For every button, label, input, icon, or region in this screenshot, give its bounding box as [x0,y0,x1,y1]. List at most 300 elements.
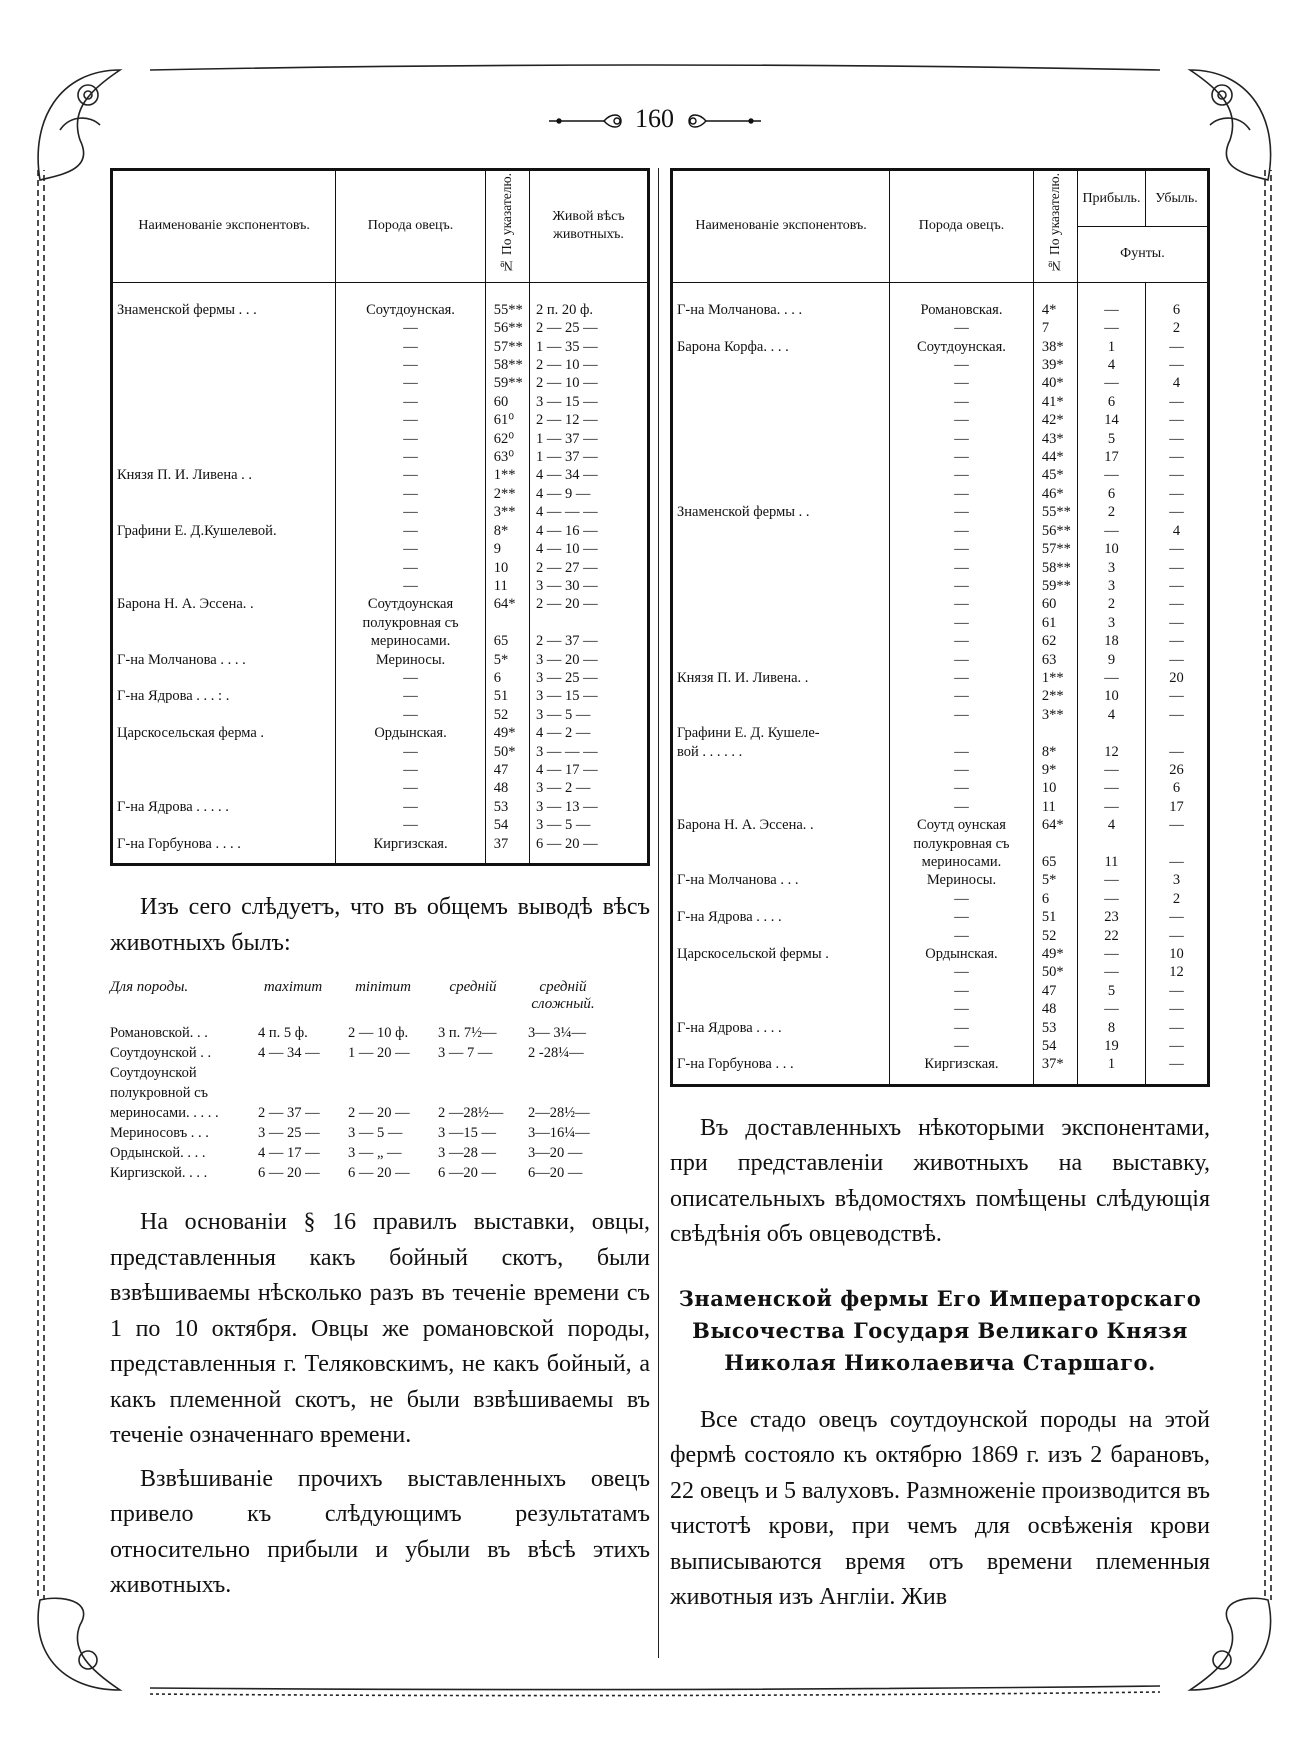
table-row [112,466,649,484]
breed: — [890,319,1034,337]
catalogue-number: 61 [1033,614,1077,632]
loss-pounds: — [1146,908,1209,926]
section-heading: Знаменской фермы Его Императорскаго Высочества Государя Великаго Князя Николая Николаевича Старшаго. [678,1285,1202,1375]
loss-pounds: 6 [1146,779,1209,797]
exhibitor-name [672,982,890,1000]
breed: — [890,595,1034,613]
loss-pounds: — [1146,559,1209,577]
exhibitor-name [112,338,336,356]
exhibitor-name [672,927,890,945]
breed: — [336,338,486,356]
right-flourish-icon [681,112,761,130]
exhibitor-name [672,687,890,705]
loss-pounds: — [1146,1000,1209,1018]
live-weight: 3 — — — [530,743,649,761]
breed: — [890,743,1034,761]
summary-header-avg: средній [449,979,497,996]
breed: — [336,411,486,429]
min-value: 2 — 20 — [348,1105,410,1122]
gain-pounds: 19 [1077,1037,1145,1055]
live-weight: 3 — 25 — [530,669,649,687]
catalogue-number: 8* [1033,743,1077,761]
breed: — [890,779,1034,797]
live-weight: 4 — 2 — [530,724,649,742]
loss-pounds: 2 [1146,890,1209,908]
catalogue-number: 44* [1033,448,1077,466]
exhibitor-name [672,559,890,577]
header-gain: Прибыль. [1077,170,1145,227]
catalogue-number: 54 [1033,1037,1077,1055]
gain-pounds: — [1077,374,1145,392]
catalogue-number: 9 [485,540,529,558]
gain-pounds: 4 [1077,706,1145,724]
header-breed: Порода овецъ. [336,170,486,283]
exhibitor-name [672,779,890,797]
breed: — [336,485,486,503]
summary-row [110,1143,650,1163]
breed: — [890,374,1034,392]
gain-pounds: 2 [1077,503,1145,521]
loss-pounds: 10 [1146,945,1209,963]
gain-pounds: 5 [1077,430,1145,448]
catalogue-number: 60 [485,393,529,411]
loss-pounds: — [1146,338,1209,356]
catalogue-number: 1** [1033,669,1077,687]
breed: — [336,356,486,374]
catalogue-number: 60 [1033,595,1077,613]
compound-avg-value: 3— 3¼— [528,1025,586,1042]
exhibitor-name: Барона Н. А. Эссена. . [112,595,336,613]
header-catalogue-number: № По указателю. [485,170,529,283]
left-column [110,168,650,1604]
catalogue-number: 11 [485,577,529,595]
gain-loss-table-body [672,282,1209,1085]
exhibitor-name [112,319,336,337]
table-row [112,411,649,429]
live-weight: 4 — — — [530,503,649,521]
live-weight: 4 — 9 — [530,485,649,503]
breed: — [890,890,1034,908]
avg-value: 3 п. 7½— [438,1025,497,1042]
exhibitor-name [672,835,890,853]
breed: — [336,448,486,466]
breed: — [336,559,486,577]
exhibitor-name: Г-на Молчанова . . . . [112,651,336,669]
avg-value: 3 —28 — [438,1145,496,1162]
breed: — [890,448,1034,466]
exhibitor-name: Барона Корфа. . . . [672,338,890,356]
breed: — [336,743,486,761]
breed: Мериносы. [336,651,486,669]
exhibitor-name [672,651,890,669]
table-row [112,761,649,779]
loss-pounds: — [1146,411,1209,429]
avg-value: 3 — 7 — [438,1045,493,1062]
gain-pounds: 1 [1077,338,1145,356]
gain-pounds: 12 [1077,743,1145,761]
table-row [672,374,1209,392]
live-weight: 1 — 37 — [530,448,649,466]
table-row [672,1037,1209,1055]
breed: мериносами. [336,632,486,650]
gain-pounds: — [1077,871,1145,889]
catalogue-number: 56** [1033,522,1077,540]
catalogue-number: 59** [485,374,529,392]
breed: — [890,1000,1034,1018]
table-row [112,595,649,613]
table-row [672,816,1209,834]
exhibitor-name [112,706,336,724]
live-weight: 3 — 20 — [530,651,649,669]
catalogue-number: 62 [1033,632,1077,650]
exhibitor-name: Г-на Ядрова . . . . [672,1019,890,1037]
exhibitor-name: Г-на Горбунова . . . [672,1055,890,1085]
summary-row [110,1023,650,1043]
exhibitor-name [112,503,336,521]
catalogue-number: 48 [1033,1000,1077,1018]
gain-pounds: 11 [1077,853,1145,871]
table-row [672,743,1209,761]
catalogue-number: 2** [485,485,529,503]
table-row [112,743,649,761]
table-row [112,540,649,558]
paragraph-weighing-rules: На основаніи § 16 правилъ выставки, овцы, представленныя какъ бойный скотъ, были взвѣшиваемы нѣсколько разъ въ теченіе времени съ 1 по 10 октября. Овцы же романовской породы, представленныя г. Теляковскимъ, не какъ бойный, а какъ племенной скотъ, не были взвѣшиваемы въ теченіе означеннаго времени. [110,1209,650,1449]
table-row [112,301,649,319]
catalogue-number: 37 [485,835,529,865]
catalogue-number: 63⁰ [485,448,529,466]
table-row [112,319,649,337]
exhibitor-name: Князя П. И. Ливена . . [112,466,336,484]
exhibitor-name [112,540,336,558]
breed: — [890,706,1034,724]
loss-pounds: — [1146,687,1209,705]
exhibitor-name: Г-на Ядрова . . . . . [112,798,336,816]
catalogue-number: 65 [485,632,529,650]
breed: Соутдоунская. [336,301,486,319]
catalogue-number: 6 [1033,890,1077,908]
table-row [112,393,649,411]
gain-loss-table [670,168,1210,1087]
table-row [672,632,1209,650]
breed-label: Соутдоунской . . [110,1045,212,1062]
catalogue-number: 4* [1033,301,1077,319]
exhibitor-name [112,577,336,595]
breed: — [890,393,1034,411]
loss-pounds: — [1146,577,1209,595]
summary-row [110,1063,650,1123]
table-row [672,319,1209,337]
exhibitor-name: Царскосельской фермы . [672,945,890,963]
column-divider [658,168,659,1658]
gain-pounds: 14 [1077,411,1145,429]
min-value: 6 — 20 — [348,1165,410,1182]
breed: Киргизская. [890,1055,1034,1085]
breed: полукровная съ [890,835,1034,853]
catalogue-number: 6 [485,669,529,687]
catalogue-number: 51 [485,687,529,705]
breed: — [890,430,1034,448]
table-row [672,301,1209,319]
table-row [672,540,1209,558]
table-row [672,595,1209,613]
live-weight: 2 п. 20 ф. [530,301,649,319]
table-row [112,669,649,687]
gain-pounds: 6 [1077,393,1145,411]
breed: мериносами. [890,853,1034,871]
header-catalogue-number: № По указателю. [1033,170,1077,283]
gain-pounds: — [1077,945,1145,963]
gain-pounds: — [1077,798,1145,816]
loss-pounds: — [1146,1019,1209,1037]
loss-pounds: — [1146,816,1209,834]
breed: — [336,540,486,558]
table-row [672,761,1209,779]
live-weight: 4 — 34 — [530,466,649,484]
catalogue-number: 62⁰ [485,430,529,448]
exhibitor-name [672,356,890,374]
breed: — [890,1037,1034,1055]
left-flourish-icon [549,112,629,130]
breed: — [336,503,486,521]
table-row [672,430,1209,448]
table-row [672,798,1209,816]
weight-table-header [112,170,649,283]
summary-table [110,1023,650,1183]
exhibitor-name [112,393,336,411]
catalogue-number: 65 [1033,853,1077,871]
breed: — [336,374,486,392]
exhibitor-name: Графини Е. Д.Кушелевой. [112,522,336,540]
catalogue-number: 5* [1033,871,1077,889]
catalogue-number: 10 [1033,779,1077,797]
summary-row [110,1043,650,1063]
catalogue-number: 2** [1033,687,1077,705]
table-row [672,577,1209,595]
breed: — [336,319,486,337]
breed-label: Киргизской. . . . [110,1165,208,1182]
exhibitor-name: Князя П. И. Ливена. . [672,669,890,687]
breed: Мериносы. [890,871,1034,889]
catalogue-number: 3** [485,503,529,521]
loss-pounds: 4 [1146,522,1209,540]
catalogue-number: 42* [1033,411,1077,429]
table-row [112,559,649,577]
live-weight: 4 — 16 — [530,522,649,540]
breed: Романовская. [890,301,1034,319]
loss-pounds: — [1146,466,1209,484]
catalogue-number: 58** [485,356,529,374]
min-value: 3 — 5 — [348,1125,403,1142]
catalogue-number: 57** [1033,540,1077,558]
catalogue-number: 5* [485,651,529,669]
compound-avg-value: 3—16¼— [528,1125,590,1142]
catalogue-number: 55** [485,301,529,319]
exhibitor-name: Г-на Молчанова . . . [672,871,890,889]
loss-pounds: — [1146,430,1209,448]
table-row [672,1000,1209,1018]
gain-pounds: 18 [1077,632,1145,650]
live-weight: 2 — 37 — [530,632,649,650]
min-value: 1 — 20 — [348,1045,410,1062]
exhibitor-name: Г-на Горбунова . . . . [112,835,336,865]
catalogue-number: 49* [485,724,529,742]
max-value: 3 — 25 — [258,1125,320,1142]
table-row [672,614,1209,632]
table-row [672,1055,1209,1085]
live-weight: 2 — 25 — [530,319,649,337]
table-row [112,687,649,705]
catalogue-number: 52 [485,706,529,724]
exhibitor-name [112,411,336,429]
catalogue-number: 1** [485,466,529,484]
loss-pounds: — [1146,503,1209,521]
table-row [112,522,649,540]
table-row [112,835,649,865]
breed: — [890,687,1034,705]
live-weight: 3 — 15 — [530,687,649,705]
exhibitor-name: Г-на Ядрова . . . : . [112,687,336,705]
loss-pounds: 17 [1146,798,1209,816]
breed: — [336,430,486,448]
table-row [112,798,649,816]
gain-pounds: 8 [1077,1019,1145,1037]
table-row [672,779,1209,797]
exhibitor-name: Знаменской фермы . . [672,503,890,521]
gain-pounds: 3 [1077,614,1145,632]
table-row [672,559,1209,577]
loss-pounds: — [1146,485,1209,503]
catalogue-number: 9* [1033,761,1077,779]
exhibitor-name [672,430,890,448]
table-row [672,1019,1209,1037]
catalogue-number: 40* [1033,374,1077,392]
table-row [672,927,1209,945]
table-row [672,356,1209,374]
gain-pounds: 22 [1077,927,1145,945]
loss-pounds: 4 [1146,374,1209,392]
breed: — [890,522,1034,540]
gain-pounds: — [1077,301,1145,319]
exhibitor-name [672,319,890,337]
gain-pounds: 1 [1077,1055,1145,1085]
exhibitor-name [112,356,336,374]
table-row [672,485,1209,503]
header-exhibitors: Наименованіе экспонентовъ. [672,170,890,283]
compound-avg-value: 3—20 — [528,1145,583,1162]
gain-loss-table-header [672,170,1209,227]
table-row [672,908,1209,926]
min-value: 2 — 10 ф. [348,1025,409,1042]
loss-pounds: — [1146,1037,1209,1055]
catalogue-number: 3** [1033,706,1077,724]
table-row [112,632,649,650]
exhibitor-name [112,669,336,687]
exhibitor-name [112,761,336,779]
breed-label: Мериносовъ . . . [110,1125,209,1142]
catalogue-number: 47 [1033,982,1077,1000]
exhibitor-name: Барона Н. А. Эссена. . [672,816,890,834]
gain-pounds: — [1077,522,1145,540]
table-row [672,982,1209,1000]
breed: — [890,669,1034,687]
gain-pounds: 9 [1077,651,1145,669]
table-row [672,651,1209,669]
breed: Соутдоунская [336,595,486,613]
exhibitor-name [672,374,890,392]
table-row [672,448,1209,466]
catalogue-number: 41* [1033,393,1077,411]
catalogue-number: 37* [1033,1055,1077,1085]
table-row [672,687,1209,705]
table-row [112,430,649,448]
header-exhibitors: Наименованіе экспонентовъ. [112,170,336,283]
breed: — [890,485,1034,503]
table-row [672,724,1209,742]
exhibitor-name [112,779,336,797]
table-row [672,503,1209,521]
breed: — [890,411,1034,429]
breed: — [890,466,1034,484]
weight-table-body [112,282,649,864]
breed: — [336,577,486,595]
exhibitor-name: Графини Е. Д. Кушеле- [672,724,890,742]
gain-pounds: — [1077,890,1145,908]
catalogue-number: 64* [485,595,529,613]
catalogue-number: 46* [1033,485,1077,503]
right-column [670,168,1210,1616]
loss-pounds: — [1146,614,1209,632]
breed: Киргизская. [336,835,486,865]
table-row [112,374,649,392]
exhibitor-name [672,466,890,484]
live-weight: 3 — 30 — [530,577,649,595]
breed: Ордынская. [336,724,486,742]
exhibitor-name [672,706,890,724]
catalogue-number: 48 [485,779,529,797]
exhibitor-name [672,1037,890,1055]
live-weight: 3 — 5 — [530,816,649,834]
loss-pounds: — [1146,706,1209,724]
table-row [672,945,1209,963]
table-row [112,651,649,669]
gain-pounds: — [1077,466,1145,484]
max-value: 4 — 34 — [258,1045,320,1062]
table-row [672,706,1209,724]
gain-pounds: 3 [1077,577,1145,595]
table-row [672,338,1209,356]
exhibitor-name [672,890,890,908]
loss-pounds: — [1146,540,1209,558]
breed: — [890,761,1034,779]
exhibitor-name [112,816,336,834]
breed: — [336,522,486,540]
loss-pounds: — [1146,743,1209,761]
breed: — [890,651,1034,669]
table-row [672,393,1209,411]
catalogue-number: 53 [1033,1019,1077,1037]
breed: — [890,798,1034,816]
breed: — [336,669,486,687]
table-row [672,871,1209,889]
breed-label: Ордынской. . . . [110,1145,206,1162]
paragraph-flock-description: Все стадо овецъ соутдоунской породы на этой фермѣ состояло къ октябрю 1869 г. изъ 2 барановъ, 22 овецъ и 5 валуховъ. Размноженіе производится въ чистотѣ крови, при чемъ для освѣженія крови выписываются время отъ времени племенныя животныя изъ Англіи. Жив [670,1406,1210,1611]
table-row [112,577,649,595]
loss-pounds: 6 [1146,301,1209,319]
header-breed: Порода овецъ. [890,170,1034,283]
table-row [672,669,1209,687]
page-number: 160 [635,104,674,133]
exhibitor-name [112,632,336,650]
